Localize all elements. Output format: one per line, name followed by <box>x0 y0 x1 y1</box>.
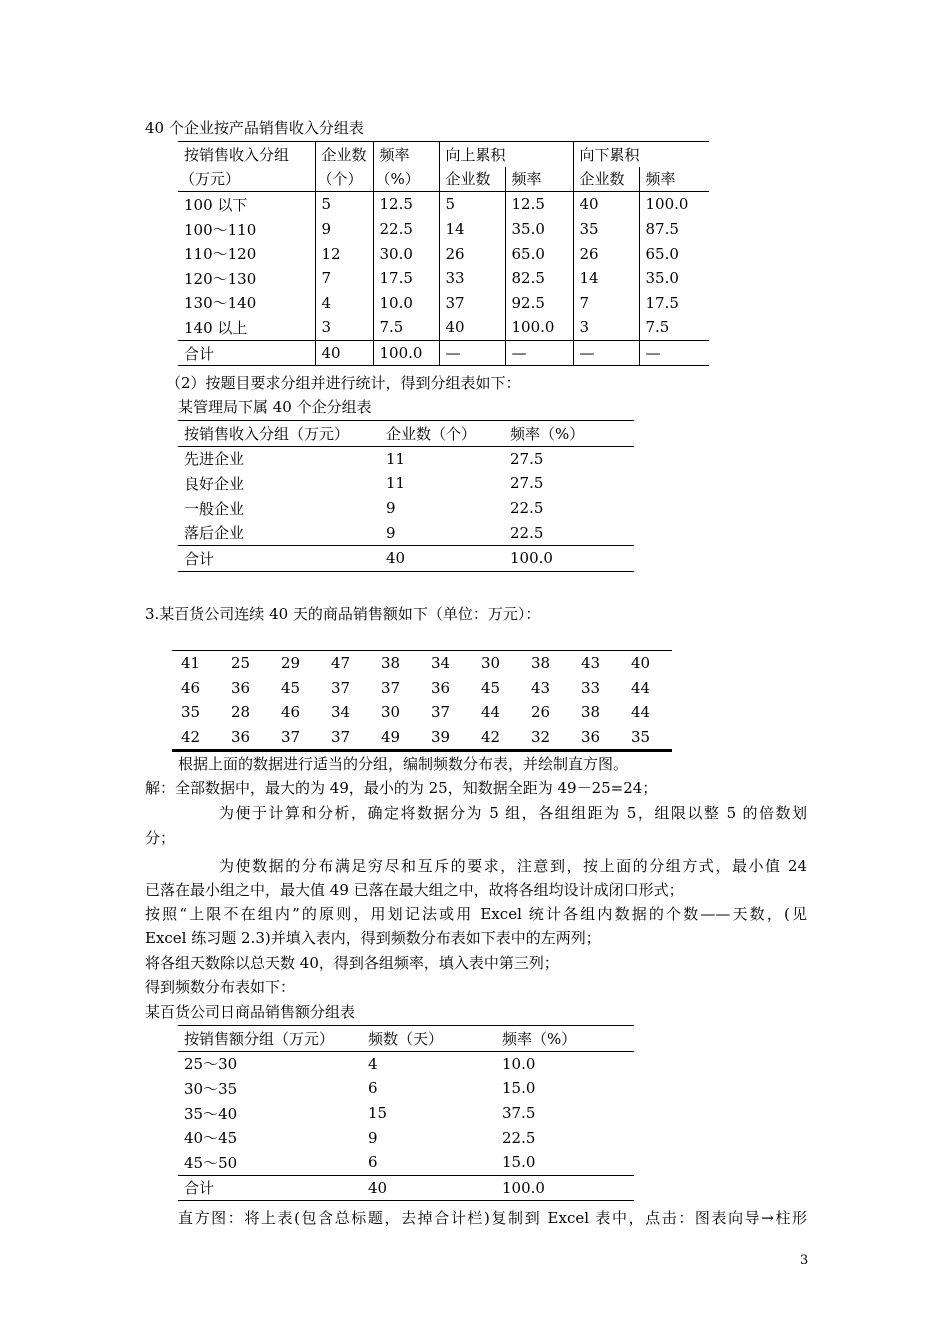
table1-cell: 87.5 <box>645 220 679 239</box>
table-row <box>178 241 709 266</box>
table2-cell: 22.5 <box>510 499 544 518</box>
table1-cell: 35.0 <box>505 217 573 242</box>
table4-cell: 40～45 <box>184 1129 238 1148</box>
table4-cell: 15.0 <box>502 1153 536 1172</box>
table-row <box>178 1051 634 1076</box>
table1-header-cell: 频率 <box>639 167 709 192</box>
table1-cell: 14 <box>573 266 639 291</box>
data-cell: 36 <box>222 725 272 751</box>
table1-cell: 65.0 <box>505 241 573 266</box>
table-row <box>178 291 709 316</box>
data-cell: 37 <box>431 703 451 722</box>
text-line: 直方图：将上表(包含总标题，去掉合计栏)复制到 Excel 表中，点击：图表向导→柱形 <box>178 1209 807 1227</box>
table1-cell: 100.0 <box>645 195 689 214</box>
table1-cell: 40 <box>315 340 373 366</box>
table2-header-cell: 企业数（个） <box>380 421 504 447</box>
table4-cell: 10.0 <box>502 1054 536 1073</box>
question-3: 3.某百货公司连续 40 天的商品销售额如下（单位：万元）： <box>145 605 541 623</box>
table2-cell: 27.5 <box>510 474 544 493</box>
table1-cell: 130～140 <box>178 291 315 316</box>
table1-cell: 26 <box>439 241 505 266</box>
table2-cell: 40 <box>380 545 504 571</box>
table1-cell: 17.5 <box>645 293 679 312</box>
table1-header-cell: 企业数 <box>439 167 505 192</box>
data-cell: 37 <box>381 678 401 697</box>
table1-cell: 22.5 <box>373 217 439 242</box>
table1-cell: 65.0 <box>645 244 679 263</box>
table1-cell: 5 <box>439 192 505 217</box>
data-cell: 25 <box>222 651 272 676</box>
data-cell: 38 <box>522 651 572 676</box>
table1-cell: 40 <box>573 192 639 217</box>
table1-cell: — <box>639 340 709 366</box>
table1-cell: 10.0 <box>373 291 439 316</box>
table2-cell: 落后企业 <box>184 524 245 543</box>
table4-total-row <box>178 1175 634 1201</box>
text-line: 得到频数分布表如下： <box>145 978 296 996</box>
table-row <box>172 676 672 701</box>
data-cell: 35 <box>181 703 201 722</box>
data-cell: 37 <box>272 725 322 751</box>
table4-cell: 40 <box>362 1175 496 1201</box>
data-cell: 32 <box>522 725 572 751</box>
table-row <box>178 496 634 521</box>
table4-caption: 某百货公司日商品销售额分组表 <box>145 1003 356 1021</box>
paragraph-2: （2）按题目要求分组并进行统计，得到分组表如下： <box>166 374 521 392</box>
table1-header-row-1 <box>178 142 709 167</box>
data-cell: 42 <box>472 725 522 751</box>
table1-header-cell: 向上累积 <box>439 142 573 167</box>
table2-cell: 11 <box>386 449 406 468</box>
data-cell: 33 <box>581 678 601 697</box>
table1-total-row <box>178 340 709 366</box>
table2-cell: 11 <box>386 474 406 493</box>
table1-header-cell: （万元） <box>178 167 315 192</box>
table4-cell: 45～50 <box>184 1153 238 1172</box>
data-cell: 47 <box>322 651 372 676</box>
table1-cell: 35.0 <box>645 269 679 288</box>
table1-cell: 30.0 <box>373 241 439 266</box>
table1-cell: 33 <box>439 266 505 291</box>
table1-cell: 120～130 <box>178 266 315 291</box>
table2-cell: 良好企业 <box>184 474 245 493</box>
data-cell: 39 <box>422 725 472 751</box>
table1-header-cell: （%） <box>373 167 439 192</box>
table1-caption: 40 个企业按产品销售收入分组表 <box>145 119 364 137</box>
table2-cell: 先进企业 <box>184 450 245 469</box>
text-line: 根据上面的数据进行适当的分组，编制频数分布表，并绘制直方图。 <box>178 755 629 773</box>
table1-cell: 7 <box>315 266 373 291</box>
table4-cell: 15.0 <box>502 1079 536 1098</box>
table2-cell: 9 <box>386 523 396 542</box>
table1-cell: 12.5 <box>373 192 439 217</box>
table1-cell: 37 <box>439 291 505 316</box>
table4-cell: 37.5 <box>502 1104 536 1123</box>
table-row <box>172 700 672 725</box>
table1-cell: — <box>439 340 505 366</box>
table2-caption: 某管理局下属 40 个企分组表 <box>178 398 372 416</box>
table1-header-cell: 企业数 <box>573 167 639 192</box>
data-cell: 45 <box>481 678 501 697</box>
data-cell: 40 <box>622 651 672 676</box>
data-cell: 26 <box>531 703 551 722</box>
table1-cell: — <box>505 340 573 366</box>
data-cell: 36 <box>231 678 251 697</box>
table1-cell: 3 <box>573 315 639 340</box>
table1-cell: 12 <box>315 241 373 266</box>
text-line: Excel 练习题 2.3)并填入表内，得到频数分布表如下表中的左两列； <box>145 929 601 947</box>
table1-cell: 4 <box>315 291 373 316</box>
table1-cell: 35 <box>573 217 639 242</box>
table2-cell: 22.5 <box>510 523 544 542</box>
table1-cell: 26 <box>573 241 639 266</box>
table1-cell: 9 <box>315 217 373 242</box>
frequency-distribution-table <box>178 1025 634 1201</box>
data-cell: 28 <box>231 703 251 722</box>
table1-cell: 100.0 <box>505 315 573 340</box>
table4-cell: 100.0 <box>496 1175 634 1201</box>
text-line: 已落在最小组之中，最大值 49 已落在最大组之中，故将各组均设计成闭口形式； <box>145 881 684 899</box>
data-cell: 43 <box>572 651 622 676</box>
table-row <box>172 725 672 751</box>
data-cell: 45 <box>281 678 301 697</box>
table1-cell: 100 以下 <box>178 192 315 217</box>
table1-cell: 17.5 <box>373 266 439 291</box>
text-line: 按照“上限不在组内”的原则，用划记法或用 Excel 统计各组内数据的个数——天数，(见 <box>145 905 807 923</box>
table-row <box>178 1101 634 1126</box>
table-row <box>172 651 672 676</box>
table4-cell: 6 <box>368 1153 378 1172</box>
text-line: 解：全部数据中，最大的为 49，最小的为 25，知数据全距为 49－25=24； <box>145 779 658 797</box>
table1-cell: 82.5 <box>505 266 573 291</box>
table1-cell: 140 以上 <box>178 315 315 340</box>
table-row <box>178 446 634 471</box>
data-cell: 44 <box>631 703 651 722</box>
table4-cell: 6 <box>368 1079 378 1098</box>
table1-header-cell: 按销售收入分组 <box>178 142 315 167</box>
table1-cell: 14 <box>439 217 505 242</box>
page-number: 3 <box>800 1253 809 1268</box>
table4-header-cell: 频数（天） <box>362 1026 496 1052</box>
text-line: 为使数据的分布满足穷尽和互斥的要求，注意到，按上面的分组方式，最小值 24 <box>219 857 807 875</box>
table2-cell: 一般企业 <box>184 499 245 518</box>
table4-header-cell: 按销售额分组（万元） <box>178 1026 362 1052</box>
table1-header-cell: 频率 <box>505 167 573 192</box>
data-cell: 37 <box>322 725 372 751</box>
table2-cell: 合计 <box>178 545 380 571</box>
data-cell: 49 <box>372 725 422 751</box>
table4-cell: 合计 <box>178 1175 362 1201</box>
data-cell: 30 <box>381 703 401 722</box>
table2-header-cell: 频率（%） <box>504 421 634 447</box>
table4-cell: 22.5 <box>502 1128 536 1147</box>
table1-cell: 7.5 <box>373 315 439 340</box>
table1-header-cell: 向下累积 <box>573 142 709 167</box>
table-row <box>178 471 634 496</box>
table1-cell: 12.5 <box>505 192 573 217</box>
data-cell: 30 <box>472 651 522 676</box>
data-cell: 43 <box>531 678 551 697</box>
data-cell: 35 <box>622 725 672 751</box>
data-cell: 38 <box>372 651 422 676</box>
table1-header-cell: （个） <box>315 167 373 192</box>
data-cell: 36 <box>572 725 622 751</box>
table1-cell: 3 <box>315 315 373 340</box>
data-cell: 41 <box>172 651 222 676</box>
table4-header-row <box>178 1026 634 1052</box>
table1-cell: 7 <box>573 291 639 316</box>
table1-cell: 5 <box>315 192 373 217</box>
table-row <box>178 1150 634 1175</box>
table4-cell: 35～40 <box>184 1104 238 1123</box>
table1-cell: 100.0 <box>373 340 439 366</box>
table2-cell: 27.5 <box>510 449 544 468</box>
table4-cell: 25～30 <box>184 1055 238 1074</box>
table4-cell: 4 <box>368 1054 378 1073</box>
table4-header-cell: 频率（%） <box>496 1026 634 1052</box>
table1-cell: — <box>573 340 639 366</box>
data-cell: 42 <box>172 725 222 751</box>
table4-cell: 9 <box>368 1128 378 1147</box>
table2-total-row <box>178 545 634 571</box>
table-row <box>178 217 709 242</box>
table1-cell: 40 <box>439 315 505 340</box>
data-cell: 46 <box>181 678 201 697</box>
text-line: 为便于计算和分析，确定将数据分为 5 组，各组组距为 5，组限以整 5 的倍数划 <box>219 804 807 822</box>
table-row <box>178 520 634 545</box>
table1-header-row-2 <box>178 167 709 192</box>
data-cell: 46 <box>281 703 301 722</box>
table1-cell: 100～110 <box>178 217 315 242</box>
text-line: 将各组天数除以总天数 40，得到各组频率，填入表中第三列； <box>145 954 559 972</box>
data-cell: 44 <box>631 678 651 697</box>
table4-cell: 30～35 <box>184 1079 238 1098</box>
grouping-table-1 <box>178 141 709 366</box>
table1-cell: 合计 <box>178 340 315 366</box>
table2-cell: 9 <box>386 499 396 518</box>
table2-header-row <box>178 421 634 447</box>
table1-cell: 110～120 <box>178 241 315 266</box>
table4-cell: 15 <box>368 1104 388 1123</box>
data-cell: 44 <box>481 703 501 722</box>
grouping-table-2 <box>178 420 634 572</box>
table2-header-cell: 按销售收入分组（万元） <box>178 421 380 447</box>
table1-cell: 7.5 <box>645 318 670 337</box>
data-cell: 36 <box>431 678 451 697</box>
table-row <box>178 1125 634 1150</box>
data-cell: 38 <box>581 703 601 722</box>
data-cell: 34 <box>331 703 351 722</box>
data-cell: 37 <box>331 678 351 697</box>
table1-header-cell: 企业数 <box>315 142 373 167</box>
sales-data-table <box>172 650 672 752</box>
table1-cell: 92.5 <box>505 291 573 316</box>
table-row <box>178 1076 634 1101</box>
text-line: 分； <box>145 829 176 847</box>
table-row <box>178 315 709 340</box>
table-row <box>178 192 709 217</box>
table-row <box>178 266 709 291</box>
data-cell: 34 <box>422 651 472 676</box>
table2-cell: 100.0 <box>504 545 634 571</box>
table1-header-cell: 频率 <box>373 142 439 167</box>
data-cell: 29 <box>272 651 322 676</box>
